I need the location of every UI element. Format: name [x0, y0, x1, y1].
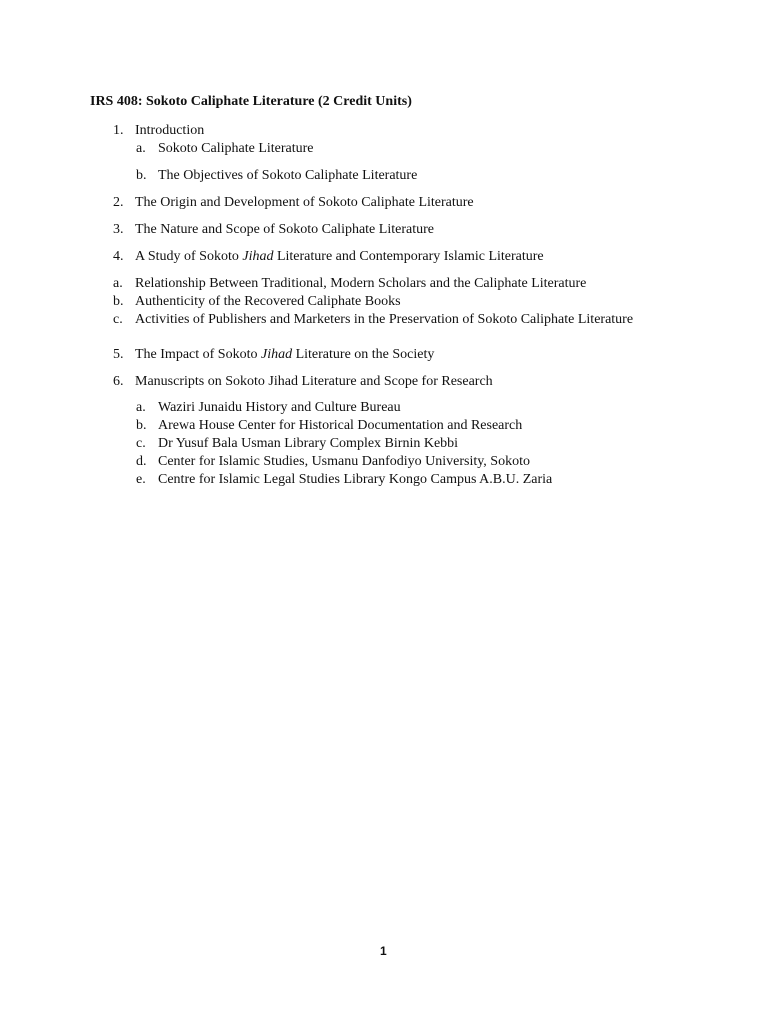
- sub-item: Dr Yusuf Bala Usman Library Complex Birnin Kebbi: [158, 436, 459, 451]
- list-number: 3.: [113, 222, 124, 237]
- sub-letter: a.: [136, 141, 146, 156]
- list-item-introduction: Introduction: [135, 123, 205, 138]
- list-number: 5.: [113, 347, 124, 362]
- course-title: IRS 408: Sokoto Caliphate Literature (2 Credit Units): [90, 94, 412, 109]
- text-part: Literature and Contemporary Islamic Literature: [273, 249, 544, 264]
- text-part: Literature on the Society: [292, 347, 435, 362]
- list-item: [135, 347, 434, 363]
- sub-letter: b.: [113, 294, 124, 309]
- text-part: A Study of Sokoto: [135, 249, 243, 264]
- list-number: 6.: [113, 374, 124, 389]
- sub-item: Relationship Between Traditional, Modern Scholars and the Caliphate Literature: [135, 276, 587, 291]
- sub-letter: b.: [136, 418, 147, 433]
- list-item: The Nature and Scope of Sokoto Caliphate Literature: [135, 222, 434, 237]
- sub-item: Sokoto Caliphate Literature: [158, 141, 314, 156]
- text-part: The Impact of Sokoto: [135, 347, 261, 362]
- sub-item: The Objectives of Sokoto Caliphate Literature: [158, 168, 418, 183]
- list-item: Manuscripts on Sokoto Jihad Literature and Scope for Research: [135, 374, 493, 389]
- italic-term: Jihad: [242, 249, 274, 264]
- sub-letter: c.: [136, 436, 146, 451]
- sub-letter: a.: [136, 400, 146, 415]
- list-item: The Origin and Development of Sokoto Caliphate Literature: [135, 195, 474, 210]
- sub-letter: a.: [113, 276, 123, 291]
- sub-letter: d.: [136, 454, 147, 469]
- sub-letter: e.: [136, 472, 146, 487]
- sub-letter: b.: [136, 168, 147, 183]
- sub-item: Centre for Islamic Legal Studies Library Kongo Campus A.B.U. Zaria: [158, 472, 553, 487]
- sub-item: Authenticity of the Recovered Caliphate Books: [135, 294, 401, 309]
- list-number: 4.: [113, 249, 124, 264]
- list-item: [135, 249, 544, 265]
- sub-item: Arewa House Center for Historical Documentation and Research: [158, 418, 523, 433]
- list-number: 2.: [113, 195, 124, 210]
- list-number: 1.: [113, 123, 124, 138]
- sub-item: Center for Islamic Studies, Usmanu Danfodiyo University, Sokoto: [158, 454, 530, 469]
- page-number: 1: [380, 944, 387, 958]
- sub-letter: c.: [113, 312, 123, 327]
- sub-item: Waziri Junaidu History and Culture Bureau: [158, 400, 401, 415]
- italic-term: Jihad: [260, 347, 293, 362]
- sub-item: Activities of Publishers and Marketers in the Preservation of Sokoto Caliphate Literature: [135, 312, 634, 327]
